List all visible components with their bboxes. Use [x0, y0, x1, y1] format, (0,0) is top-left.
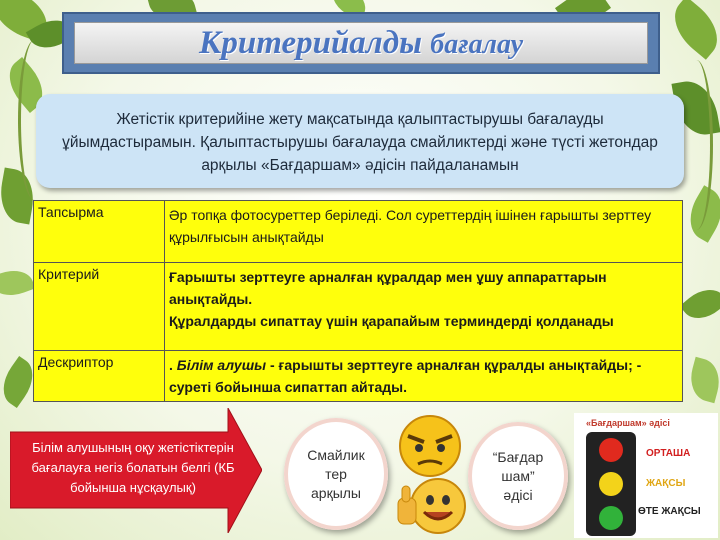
traffic-method-label: “Бағдар шам” әдісі [492, 448, 544, 503]
criteria-table [33, 200, 683, 402]
criterion-line-2: Құралдарды сипаттау үшін қарапайым терминдерді қолданады [169, 313, 614, 329]
smiley-method-bubble [284, 418, 388, 530]
descriptor-italic: Білім алушы [176, 357, 267, 373]
row-value: Әр топқа фотосуреттер беріледі. Сол суреттердің ішінен ғарышты зерттеу құрылғысын анықтайды [165, 201, 683, 263]
smiley-faces-image [394, 412, 472, 536]
intro-text: Жетістік критерийіне жету мақсатында қалыптастырушы бағалауды ұйымдастырамын. Қалыптастырушы бағалауда смайликтерді және түсті жетондар арқылы «Бағдаршам» әдісін пайдаланамын [62, 111, 658, 174]
table-row [34, 263, 683, 351]
table-row [34, 351, 683, 402]
page-title [199, 25, 523, 62]
traffic-label-mid: ОРТАША [646, 448, 691, 459]
row-value [165, 263, 683, 351]
title-banner [62, 12, 660, 74]
criterion-line-1: Ғарышты зерттеуге арналған құралдар мен ұшу аппараттарын анықтайды. [169, 269, 607, 307]
descriptor-prefix: . [169, 357, 173, 373]
intro-callout [36, 94, 684, 188]
title-panel [74, 22, 648, 64]
title-part2: бағалау [430, 28, 524, 60]
smiley-face-icon [400, 416, 460, 476]
table-row [34, 201, 683, 263]
traffic-method-bubble [468, 422, 568, 530]
row-value [165, 351, 683, 402]
smiley-method-label: Смайлик тер арқылы [307, 446, 365, 501]
traffic-light-icon [584, 432, 638, 536]
title-part1: Критерийалды [198, 24, 423, 61]
descriptor-rest: - ғарышты зерттеуге арналған құралды анықтайды; - суреті бойынша сипаттап айтады. [169, 357, 642, 395]
traffic-light-title: «Бағдаршам» әдісі [586, 418, 670, 428]
row-key: Тапсырма [34, 201, 165, 263]
row-key: Критерий [34, 263, 165, 351]
traffic-label-top: ӨТЕ ЖАҚСЫ [638, 506, 701, 517]
row-key: Дескриптор [34, 351, 165, 402]
traffic-label-low: ЖАҚСЫ [646, 478, 686, 489]
thumbs-up-smiley-icon [398, 479, 465, 533]
arrow-callout-text: Білім алушының оқу жетістіктерін бағалауға негіз болатын белгі (КБ бойынша нұсқаулық) [31, 440, 235, 495]
